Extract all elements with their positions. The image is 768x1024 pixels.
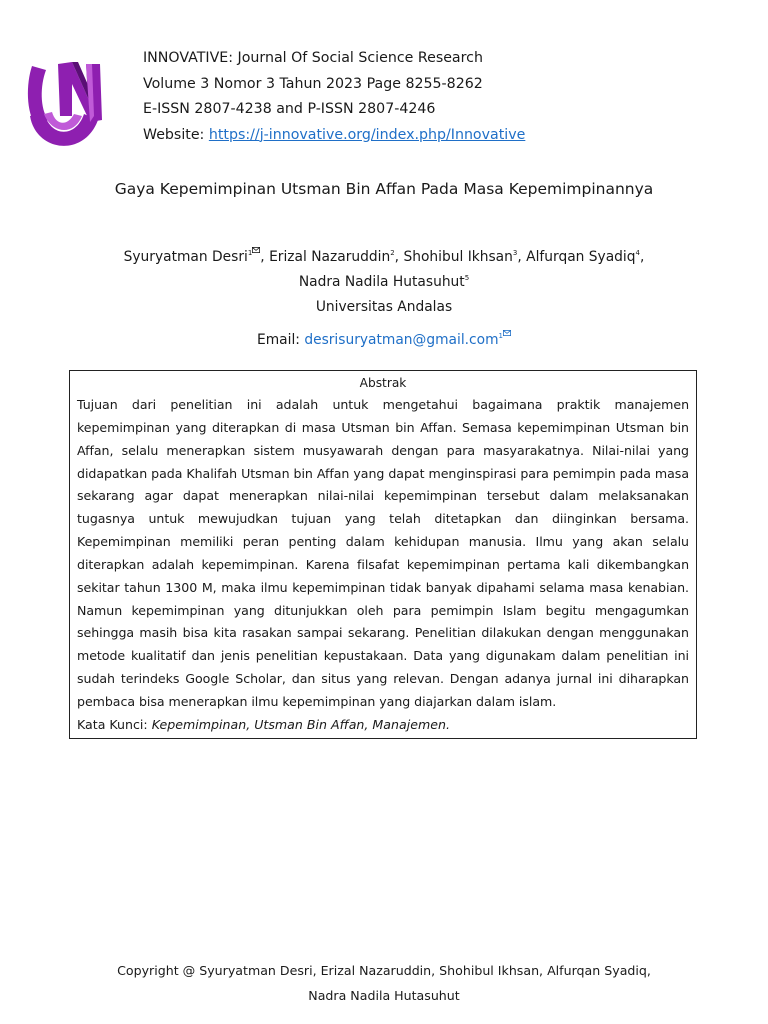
journal-logo-icon — [22, 54, 112, 154]
author-sup: 1 — [247, 249, 253, 257]
copyright-footer — [0, 958, 768, 1008]
author-line-2 — [0, 270, 768, 295]
keywords — [77, 714, 689, 736]
email-line — [0, 320, 768, 353]
website-link[interactable]: https://j-innovative.org/index.php/Innovative — [208, 126, 526, 143]
abstract-heading: Abstrak — [359, 376, 407, 390]
affiliation: Universitas Andalas — [315, 299, 453, 315]
author-sup: 2 — [390, 249, 395, 257]
keywords-value: Kepemimpinan, Utsman Bin Affan, Manajemen. — [151, 716, 450, 732]
journal-volume: Volume 3 Nomor 3 Tahun 2023 Page 8255-8262 — [143, 75, 483, 92]
keywords-label: Kata Kunci: — [77, 716, 152, 732]
paper-title: Gaya Kepemimpinan Utsman Bin Affan Pada Masa Kepemimpinannya — [114, 180, 654, 198]
website-label: Website: — [143, 126, 209, 143]
email-label: Email: — [257, 332, 305, 348]
author-sup: 5 — [464, 274, 470, 282]
journal-header — [143, 46, 525, 148]
copyright-line-1: Copyright @ Syuryatman Desri, Erizal Nazaruddin, Shohibul Ikhsan, Alfurqan Syadiq, — [117, 963, 651, 978]
author-block — [0, 237, 768, 353]
envelope-icon — [503, 320, 511, 326]
author-name: Shohibul Ikhsan — [403, 249, 513, 265]
email-sup: 1 — [498, 332, 503, 340]
abstract-body: Tujuan dari penelitian ini adalah untuk mengetahui bagaimana praktik manajemen kepemimpinan yang diterapkan di masa Utsman bin Affan. Semasa kepemimpinan Utsman bin Affan, selalu menerapkan sistem musyawarah dengan para masyarakatnya. Nilai-nilai yang didapatkan pada Khalifah Utsman bin Affan yang dapat menginspirasi para pemimpin pada masa sekarang agar dapat menerapkan nilai-nilai kepemimpinan tersebut dalam melaksanakan tugasnya untuk mewujudkan tujuan yang telah ditetapkan dan diinginkan bersama. Kepemimpinan memiliki peran penting dalam kehidupan manusia. Ilmu yang akan selalu diterapkan adalah kepemimpinan. Karena filsafat kepemimpinan pertama kali dikembangkan sekitar tahun 1300 M, maka ilmu kepemimpinan tidak banyak dipahami selama masa kenabian. Namun kepemimpinan yang ditunjukkan oleh para pemimpin Islam begitu mengagumkan sehingga masih bisa kita rasakan sampai sekarang. Penelitian dilakukan dengan menggunakan metode kualitatif dan jenis penelitian kepustakaan. Data yang digunakam dalam penelitian ini sudah terindeks Google Scholar, dan situs yang relevan. Dengan adanya jurnal ini diharapkan pembaca bisa menerapkan ilmu kepemimpinan yang diajarkan dalam islam. — [77, 397, 689, 709]
email-link[interactable]: desrisuryatman@gmail.com — [304, 332, 499, 348]
author-name: Alfurqan Syadiq — [526, 249, 636, 265]
journal-website — [143, 123, 525, 149]
author-sup: 4 — [635, 249, 640, 257]
journal-name: INNOVATIVE: Journal Of Social Science Research — [143, 50, 483, 66]
author-line-1: Syuryatman Desri$^1$ , Erizal Nazaruddin$^2$, Shohibul Ikhsan$^3$, Alfurqan Syadiq$^4$, — [0, 237, 768, 270]
copyright-line-2: Nadra Nadila Hutasuhut — [308, 988, 460, 1003]
author-name: Nadra Nadila Hutasuhut — [298, 274, 465, 290]
envelope-icon — [252, 237, 260, 243]
journal-issn: E-ISSN 2807-4238 and P-ISSN 2807-4246 — [143, 101, 436, 117]
author-sup: 3 — [512, 249, 518, 257]
author-name: Syuryatman Desri — [123, 249, 248, 265]
author-name: Erizal Nazaruddin — [269, 249, 391, 265]
abstract-box — [69, 370, 697, 739]
